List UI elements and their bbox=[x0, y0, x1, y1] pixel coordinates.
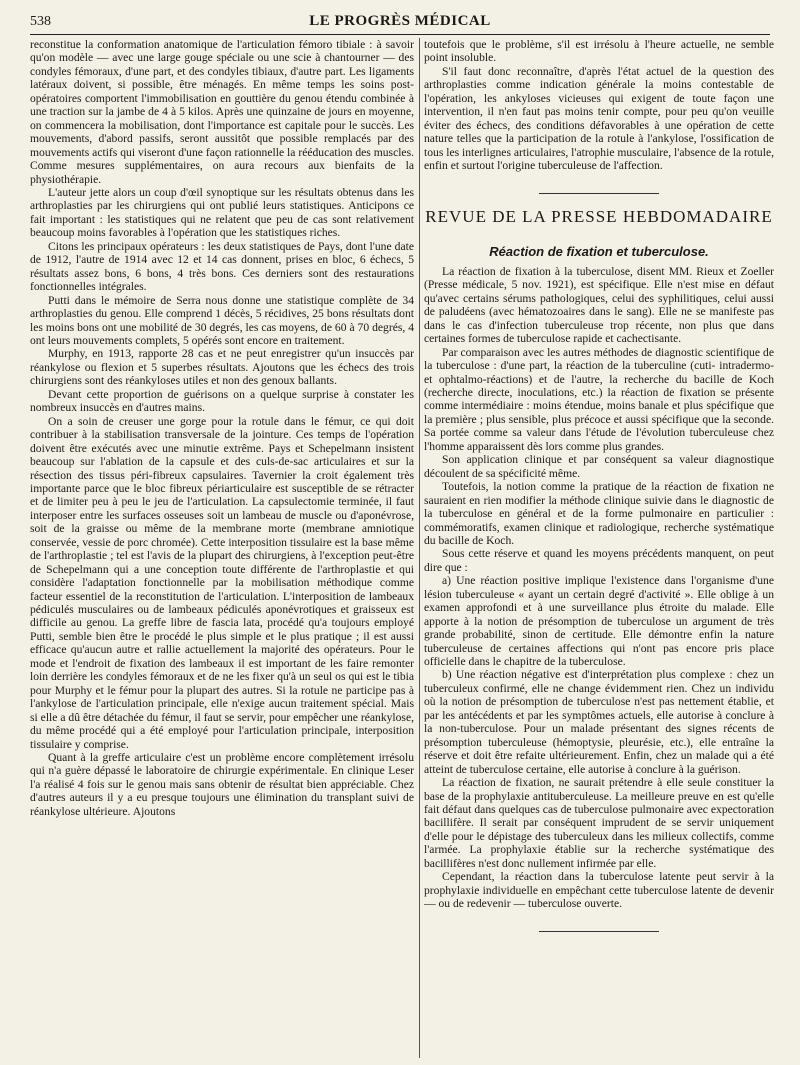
paragraph: Murphy, en 1913, rapporte 28 cas et ne peut enregistrer qu'un insuccès par réankylose ou flexion et 5 superbes résultats. Ajoutons que les échecs des trois chirurgiens sont des réankyloses utiles et non des genoux ballants. bbox=[30, 347, 414, 388]
right-column bbox=[424, 38, 774, 1058]
ornament-line bbox=[539, 193, 659, 194]
paragraph: Quant à la greffe articulaire c'est un problème encore complètement irrésolu qui n'a guère dépassé le laboratoire de chirurgie expérimentale. En clinique Leser l'a réalisé 4 fois sur le genou mais sans obtenir de résultat bien appréciable. Chez d'autres auteurs il y a eu presque toujours une élimination du transplant suivi de réankylose ultérieure. Ajoutons bbox=[30, 751, 414, 818]
paragraph: Son application clinique et par conséquent sa valeur diagnostique découlent de sa spécificité même. bbox=[424, 453, 774, 480]
article-title: Réaction de fixation et tuberculose. bbox=[489, 244, 709, 260]
paragraph: Putti dans le mémoire de Serra nous donne une statistique complète de 34 arthroplasties du genou. Elle comprend 1 décès, 5 récidives, 25 bons résultats dont les moins bons ont une mobilité de 30 degrés, les cas moyens, de 60 à 70 degrés, 4 ont leurs mouvements complets, 5 opérés sont encore en traitement. bbox=[30, 293, 414, 347]
page-header bbox=[30, 10, 770, 35]
paragraph: La réaction de fixation à la tuberculose, disent MM. Rieux et Zoeller (Presse médicale, 5 nov. 1921), est spécifique. Elle n'est mise en défaut qu'avec certains sérums pathologiques, celui des syphilitiques, celui aussi de paludéens (avec hématozoaires dans le sang). Elle ne se manifeste pas dans le cas d'infection tuberculeuse trop récente, non plus que dans certaines formes de tuberculose rapide et cachectisante. bbox=[424, 264, 774, 346]
paragraph: reconstitue la conformation anatomique de l'articulation fémoro tibiale : à savoir qu'on modèle — avec une large gouge spéciale ou une scie à chantourner — des condyles fémoraux, d'une part, et des condyles tibiaux, d'autre part. Les ligaments latéraux doivent, si possible, être ménagés. En même temps les soins post-opératoires comportent l'immobilisation en gouttière du genou étendu combinée à une traction sur la jambe de 4 à 5 kilos. Après une quinzaine de jours en moyenne, on commencera la mobilisation, dont l'importance est capitale pour le succès. Les mouvements, d'abord passifs, seront aussitôt que possible remplacés par des mouvements actifs qui viseront d'une façon rationnelle la rééducation des muscles. Comme mesures supplémentaires, on aura recours aux bienfaits de la physiothérapie. bbox=[30, 38, 414, 186]
journal-title: LE PROGRÈS MÉDICAL bbox=[309, 13, 491, 29]
paragraph: Par comparaison avec les autres méthodes de diagnostic scientifique de la tuberculose : d'une part, la réaction de la tuberculine (cuti- intradermo- et ophtalmo-réactions) et de l'autre, la recherche du bacille de Koch (recherche directe, inoculations, etc.) la réaction de fixation se présente comme intermédiaire : moins étendue, moins banale et plus spécifique que la première ; plus sensible, plus précoce et aussi spécifique que la seconde. Sa portée comme sa valeur dans l'étude de l'évolution tuberculeuse chez l'homme apparaissent dès lors comme plus grandes. bbox=[424, 345, 774, 453]
section-title: REVUE DE LA PRESSE HEBDOMADAIRE bbox=[425, 206, 773, 226]
paragraph: Cependant, la réaction dans la tuberculose latente peut servir à la prophylaxie individuelle en empêchant cette tuberculose latente de devenir — ou de redevenir — tuberculose ouverte. bbox=[424, 870, 774, 911]
paragraph: S'il faut donc reconnaître, d'après l'état actuel de la question des arthroplasties comme indication générale la moins contestable de l'opération, les ankyloses vicieuses qui exigent de toute façon une intervention, il n'en faut pas moins tenir compte, pour peu qu'on veuille éviter des échecs, des conditions défavorables à une opération de cette nature telles que la participation de la rotule à l'ankylose, l'ossification de tous les interlignes articulaires, l'atrophie musculaire, l'absence de la rotule, enfin et surtout l'origine tuberculeuse de l'affection. bbox=[424, 64, 774, 173]
paragraph: La réaction de fixation, ne saurait prétendre à elle seule constituer la base de la prophylaxie antituberculeuse. La meilleure preuve en est qu'elle fait défaut dans quelques cas de tuberculose pulmonaire avec expectoration bacillifère. Il serait par conséquent imprudent de se servir uniquement d'elle pour le dépistage des tuberculeux dans les milieux collectifs, comme l'armée. La prophylaxie établie sur la recherche systématique des bacillifères n'est donc nullement infirmée par elle. bbox=[424, 776, 774, 870]
paragraph: L'auteur jette alors un coup d'œil synoptique sur les résultats obtenus dans les arthroplasties par les chirurgiens qui ont publié leurs statistiques. Anticipons ce fait important : les statistiques qui ne relatent que peu de cas sont relativement beaucoup moins favorables à l'opération que les statistiques riches. bbox=[30, 185, 414, 240]
paragraph: Toutefois, la notion comme la pratique de la réaction de fixation ne sauraient en rien modifier la méthode clinique suivie dans le diagnostic de la tuberculose en général et de la forme pulmonaire en particulier : commémoratifs, examen clinique et radiologique, recherche systématique du bacille de Koch. bbox=[424, 480, 774, 547]
paragraph: Citons les principaux opérateurs : les deux statistiques de Pays, dont l'une date de 1912, l'autre de 1914 avec 12 et 14 cas donnent, prises en bloc, 6 échecs, 5 résultats assez bons, 6 bons, 4 très bons. Ces derniers sont des restaurations fonctionnelles intégrales. bbox=[30, 239, 414, 294]
paragraph: toutefois que le problème, s'il est irrésolu à l'heure actuelle, ne semble point insoluble. bbox=[424, 38, 774, 65]
paragraph: Devant cette proportion de guérisons on a quelque surprise à constater les nombreux insuccès en d'autres mains. bbox=[30, 387, 414, 415]
ornament-divider bbox=[424, 187, 774, 200]
paragraph: On a soin de creuser une gorge pour la rotule dans le fémur, ce qui doit contribuer à la stabilisation transversale de la jointure. Ces temps de l'opération doivent être exécutés avec une minutie extrême. Pays et Schepelmann insistent beaucoup sur l'ablation de la capsule et des culs-de-sac articulaires et sur la résection des tissus péri-fibreux capsulaires. Tavernier la croit également très importante parce que le bloc fibreux périarticulaire est susceptible de se rétracter et de limiter peu à peu le jeu de l'articulation. La capsulectomie terminée, il faut interposer entre les surfaces osseuses soit un lambeau de muscle ou d'aponévrose, soit de la graisse ou même de la membrane morte (membrane amniotique conservée, vessie de porc chromée). Cette interposition tissulaire est la base même de l'arthroplastie ; tel est l'avis de la plupart des chirurgiens, à l'exception peut-être de Schepelmann qui a une conception toute différente de l'arthroplastie et qui considère l'adaptation fonctionnelle par la mobilisation méthodique comme facteur essentiel de la reconstitution de l'articulation. L'interposition de lambeaux pédiculés musculaires ou de lambeaux pédiculés aponévrotiques et graisseux est difficile au genou. La greffe libre de fascia lata, procédé qu'a toujours employé Putti, semble bien être le procédé le plus simple et le plus pratique ; il est aussi efficace qu'aucun autre et rallie actuellement la majorité des opérateurs. Pour le mode et l'endroit de fixation des lambeaux il est important de les faire remonter loin derrière les condyles fémoraux et de ne les fixer qu'à un seul os qui est le tibia pour Murphy et le fémur pour la plupart des autres. Si la rotule ne participe pas à l'ankylose de l'articulation principale, elle n'exige aucun traitement spécial. Mais si elle a dû être détachée du fémur, il faut se servir, pour empêcher une réankylose, du même procédé qui a été employé pour l'articulation principale, interposition tissulaire y comprise. bbox=[30, 414, 414, 751]
page-number: 538 bbox=[30, 14, 51, 29]
column-divider bbox=[419, 38, 420, 1058]
paragraph: Sous cette réserve et quand les moyens précédents manquent, on peut dire que : bbox=[424, 547, 774, 574]
paragraph: b) Une réaction négative est d'interprétation plus complexe : chez un tuberculeux confirmé, elle ne change évidemment rien. Chez un individu où la notion de présomption de tuberculose n'est pas nettement établie, et par les antécédents et par les symptômes actuels, elle autorise à conclure à la non-tuberculose. Pour un malade présentant des signes récents de présomption tuberculeuse (hémoptysie, pleurésie, etc.), elle entraîne la réserve et doit être refaite ultérieurement. Enfin, chez un malade qui a été atteint de tuberculose certaine, elle autorise à conclure à la guérison. bbox=[424, 668, 774, 776]
paragraph: a) Une réaction positive implique l'existence dans l'organisme d'une lésion tuberculeuse « ayant un certain degré d'activité ». Elle oblige à un examen approfondi et à une surveillance plus étroite du malade. Elle apporte à la notion de présomption de tuberculose un argument de très grande probabilité, sinon de certitude. Elle démontre enfin la nature tuberculeuse de certaines affections qui n'ont pas encore pris place officielle dans le chapitre de la tuberculose. bbox=[424, 574, 774, 669]
ornament-divider bbox=[424, 925, 774, 938]
left-column bbox=[30, 38, 414, 1058]
ornament-line bbox=[539, 931, 659, 932]
